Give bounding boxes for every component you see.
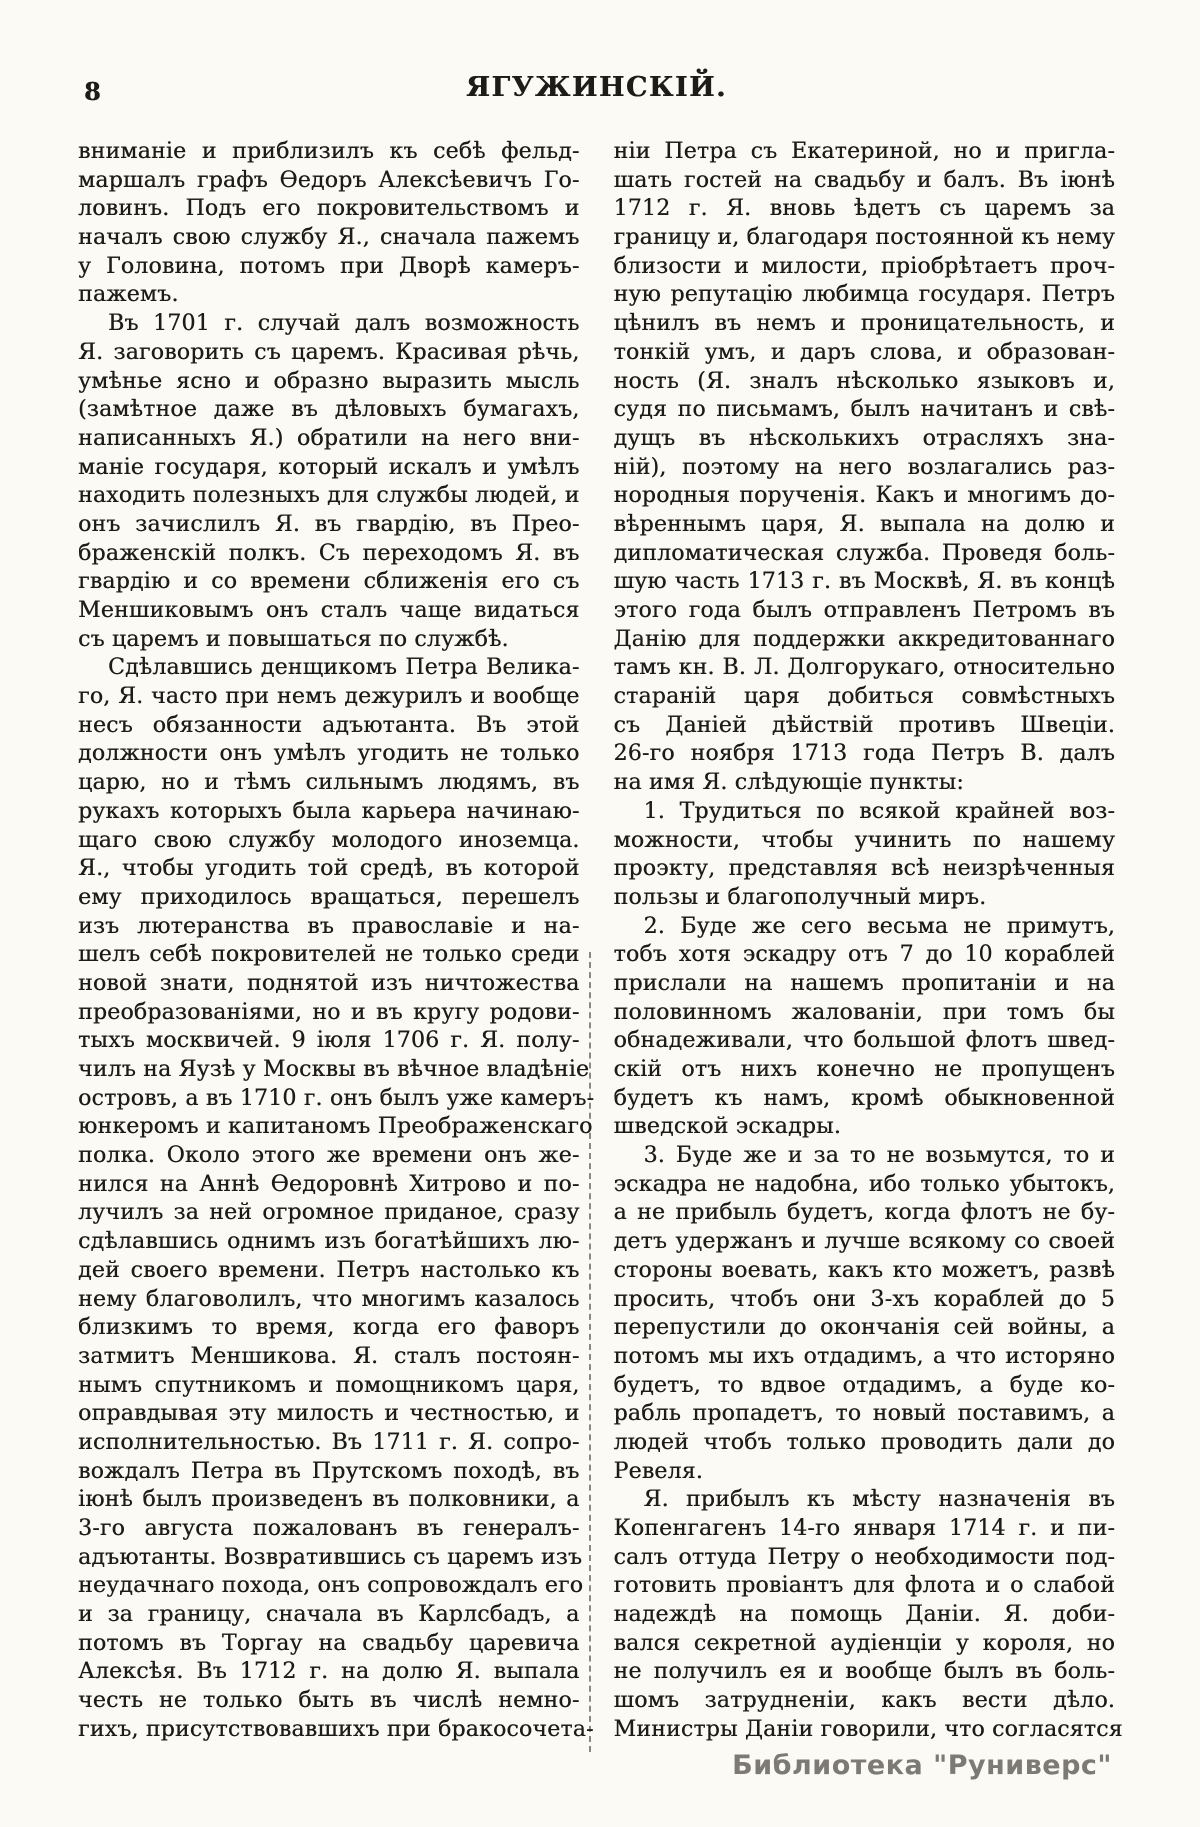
text-line: 1712 г. Я. вновь ѣдетъ съ царемъ за [613,196,1115,222]
text-line: не получилъ ея и вообще былъ въ боль- [613,1659,1115,1685]
text-line: 3. Буде же и за то не возьмутся, то и [643,1143,1115,1169]
text-line: Копенгагенъ 14-го января 1714 г. и пи- [613,1516,1115,1541]
text-line: шать гостей на свадьбу и балъ. Въ іюнѣ [613,167,1115,193]
text-line: проэкту, представляя всѣ неизрѣченныя [613,856,1115,882]
text-line: съ царемъ и повышаться по службѣ. [78,626,509,652]
text-line: оправдывая эту милость и честностью, и [78,1401,580,1427]
text-line: детъ удержанъ и лучше всякому со своей [613,1229,1115,1255]
text-line: Ревеля. [613,1458,703,1484]
text-line: онъ зачислилъ Я. въ гвардію, въ Прео- [78,511,580,537]
text-line: судя по письмамъ, былъ начитанъ и свѣ- [613,397,1115,423]
text-line: дипломатическая служба. Проведя боль- [613,540,1115,566]
text-line: затмитъ Меншикова. Я. сталъ постоян- [78,1343,580,1369]
text-line: маніе государя, который искалъ и умѣлъ [78,454,580,480]
text-line: 3-го августа пожалованъ въ генералъ- [78,1516,580,1541]
text-line: пажемъ. [78,282,179,308]
text-line: написанныхъ Я.) обратили на него вни- [78,425,580,451]
text-line: началъ свою службу Я., сначала пажемъ [78,225,580,251]
text-line: ность (Я. зналъ нѣсколько языковъ и, [613,368,1115,394]
page-title: ЯГУЖИНСКІЙ. [466,72,727,103]
text-line: ловинъ. Подъ его покровительствомъ и [78,196,580,222]
text-line: потомъ въ Торгау на свадьбу царевича [78,1630,580,1656]
text-line: а не прибыль будетъ, когда флотъ не бу- [613,1200,1115,1226]
text-line: дущъ въ нѣсколькихъ отрасляхъ зна- [613,425,1115,451]
text-line: гихъ, присутствовавшихъ при бракосочета- [78,1716,594,1742]
text-line: будетъ, то вдвое отдадимъ, а буде ко- [613,1372,1115,1398]
text-line: 1. Трудиться по всякой крайней воз- [643,798,1115,824]
text-line: 26-го ноября 1713 года Петръ В. далъ [613,741,1115,767]
text-line: тыхъ москвичей. 9 іюля 1706 г. Я. полу- [78,1028,580,1054]
text-line: вѣреннымъ царя, Я. выпала на долю и [613,511,1115,537]
text-line: нился на Аннѣ Ѳедоровнѣ Хитрово и по- [78,1171,580,1197]
text-line: рабль пропадетъ, то новый поставимъ, а [613,1401,1115,1427]
text-line: честь не только быть въ числѣ немно- [78,1688,580,1714]
text-line: царю, но и тѣмъ сильнымъ людямъ, въ [78,770,580,796]
text-line: сдѣлавшись однимъ изъ богатѣйшихъ лю- [78,1229,580,1255]
text-line: цѣнилъ въ немъ и проницательность, и [613,311,1115,337]
page-number: 8 [84,77,101,106]
text-line: исполнительностью. Въ 1711 г. Я. сопро- [78,1429,580,1455]
text-line: (замѣтное даже въ дѣловыхъ бумагахъ, [78,397,580,423]
text-line: Сдѣлавшись денщикомъ Петра Велика- [108,655,580,681]
text-line: рукахъ которыхъ была карьера начинаю- [78,798,580,824]
text-line: ную репутацію любимца государя. Петръ [613,282,1115,308]
text-line: салъ оттуда Петру о необходимости под- [613,1544,1115,1570]
text-line: гвардію и со времени сближенія его съ [78,569,580,595]
text-line: надеждѣ на помощь Даніи. Я. доби- [613,1602,1115,1628]
text-line: шведской эскадры. [613,1114,841,1140]
text-line: эскадра не надобна, ибо только убытокъ, [613,1171,1115,1197]
text-line: тонкій умъ, и даръ слова, и образован- [613,339,1115,365]
text-line: пользы и благополучный миръ. [613,884,987,910]
text-line: просить, чтобъ они 3-хъ кораблей до 5 [613,1286,1115,1312]
text-line: преобразованіями, но и въ кругу родови- [78,999,580,1025]
page-header [78,72,1115,114]
text-line: лучилъ за ней огромное приданое, сразу [78,1200,580,1226]
text-line: половинномъ жалованіи, при томъ бы [613,999,1115,1025]
text-line: юнкеромъ и капитаномъ Преображенскаго [78,1114,593,1140]
text-line: островъ, а въ 1710 г. онъ былъ уже камеръ- [78,1085,595,1111]
text-line: нородныя порученія. Какъ и многимъ до- [613,483,1115,509]
text-line: несъ обязанности адъютанта. Въ этой [78,712,580,738]
text-line: ніи Петра съ Екатериной, но и пригла- [613,139,1115,164]
text-line: и за границу, сначала въ Карлсбадъ, а [78,1602,580,1628]
text-line: чилъ на Яузѣ у Москвы въ вѣчное владѣніе [78,1057,590,1082]
text-line: находить полезныхъ для службы людей, и [78,483,580,509]
text-line: у Головина, потомъ при Дворѣ камеръ- [78,253,580,279]
text-line: нымъ спутникомъ и помощникомъ царя, [78,1372,580,1398]
text-line: обнадеживали, что большой флотъ швед- [613,1028,1115,1054]
text-line: границу и, благодаря постоянной къ нему [613,225,1116,251]
text-line: на имя Я. слѣдующіе пункты: [613,770,964,796]
right-column [613,138,1123,1745]
text-line: Въ 1701 г. случай далъ возможность [108,311,580,337]
text-line: людей чтобъ только проводить дали до [613,1429,1115,1455]
text-line: Данію для поддержки аккредитованнаго [613,626,1115,652]
text-line: ему приходилось вращаться, перешелъ [78,884,580,910]
text-line: скій отъ нихъ конечно не пропущенъ [613,1057,1115,1082]
text-line: умѣнье ясно и образно выразить мысль [78,368,580,394]
text-line: маршалъ графъ Ѳедоръ Алексѣевичъ Го- [78,167,580,193]
text-line: можности, чтобы учинить по нашему [613,827,1115,853]
left-column [78,138,595,1745]
text-line: Министры Даніи говорили, что согласятся [613,1716,1123,1742]
text-line: ній), поэтому на него возлагались раз- [613,454,1115,480]
text-line: стороны воевать, какъ кто можетъ, развѣ [613,1257,1115,1283]
text-line: близости и милости, пріобрѣтаетъ проч- [613,253,1115,279]
text-line: новой знати, поднятой изъ ничтожества [78,970,580,996]
text-line: изъ лютеранства въ православіе и на- [78,913,580,939]
text-line: іюнѣ былъ произведенъ въ полковники, а [78,1487,580,1513]
text-line: вался секретной аудіенціи у короля, но [613,1630,1115,1656]
text-line: тамъ кн. В. Л. Долгорукаго, относительно [613,655,1115,681]
text-line: будетъ къ намъ, кромѣ обыкновенной [613,1085,1115,1111]
text-line: браженскій полкъ. Съ переходомъ Я. въ [78,540,580,566]
text-line: съ Даніей дѣйствій противъ Швеціи. [613,712,1115,738]
text-line: Я. прибылъ къ мѣсту назначенія въ [643,1487,1115,1513]
text-line: тобъ хотя эскадру отъ 7 до 10 кораблей [613,942,1115,968]
text-line: близкимъ то время, когда его фаворъ [78,1315,580,1341]
text-line: Алексѣя. Въ 1712 г. на долю Я. выпала [78,1659,580,1685]
text-line: шомъ затрудненіи, какъ вести дѣло. [613,1688,1115,1714]
text-line: потомъ мы ихъ отдадимъ, а что исторяно [613,1343,1115,1369]
text-line: перепустили до окончанія сей войны, а [613,1315,1115,1341]
text-line: го, Я. часто при немъ дежурилъ и вообще [78,684,580,710]
text-line: дей своего времени. Петръ настолько къ [78,1257,580,1283]
text-line: вождалъ Петра въ Прутскомъ походѣ, въ [78,1458,580,1484]
text-line: щаго свою службу молодого иноземца. [78,827,580,853]
text-line: стараній царя добиться совмѣстныхъ [613,684,1115,710]
text-line: вниманіе и приблизилъ къ себѣ фельд- [78,139,580,164]
text-line: полка. Около этого же времени онъ же- [78,1143,580,1169]
text-line: этого года былъ отправленъ Петромъ въ [613,598,1115,623]
text-line: должности онъ умѣлъ угодить не только [78,741,580,767]
watermark: Библиотека "Руниверс" [732,1750,1112,1781]
text-line: прислали на нашемъ пропитаніи и на [613,970,1115,996]
text-line: Я. заговорить съ царемъ. Красивая рѣчь, [78,339,580,365]
text-line: 2. Буде же сего весьма не примутъ, [643,913,1115,939]
text-line: Меншиковымъ онъ сталъ чаще видаться [78,598,580,623]
text-line: нему благоволилъ, что многимъ казалось [78,1286,580,1312]
text-columns [78,138,1123,1745]
text-line: адъютанты. Возвратившись съ царемъ изъ [78,1544,583,1570]
text-line: готовить провіантъ для флота и о слабой [613,1573,1115,1599]
text-line: Я., чтобы угодить той средѣ, въ которой [78,856,580,882]
text-line: шую часть 1713 г. въ Москвѣ, Я. въ концѣ [613,569,1115,595]
text-line: шелъ себѣ покровителей не только среди [78,942,580,968]
text-line: неудачнаго похода, онъ сопровождалъ его [78,1573,584,1599]
